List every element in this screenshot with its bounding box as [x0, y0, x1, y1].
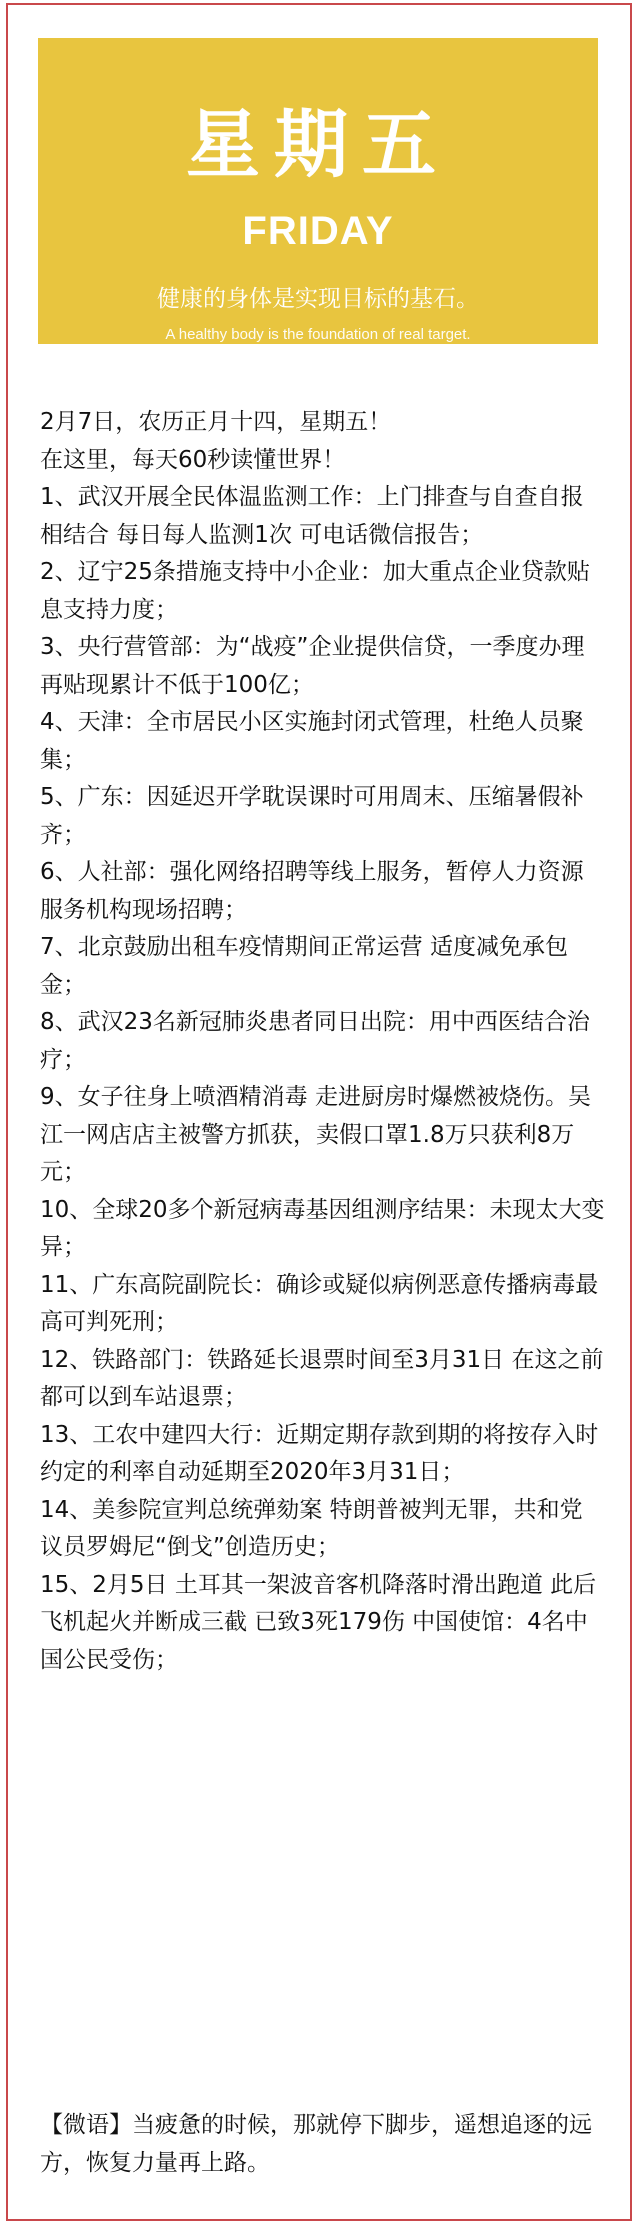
news-item: 5、广东：因延迟开学耽误课时可用周末、压缩暑假补齐； [40, 784, 584, 848]
news-item: 12、铁路部门：铁路延长退票时间至3月31日 在这之前都可以到车站退票； [40, 1346, 604, 1410]
news-item: 4、天津：全市居民小区实施封闭式管理，杜绝人员聚集； [40, 709, 584, 773]
news-item: 11、广东高院副院长：确诊或疑似病例恶意传播病毒最高可判死刑； [40, 1271, 599, 1335]
intro-date-line: 2月7日，农历正月十四，星期五！ [40, 409, 392, 435]
weekday-title-cn: 星期五 [186, 102, 450, 188]
news-item: 2、辽宁25条措施支持中小企业：加大重点企业贷款贴息支持力度； [40, 559, 590, 623]
news-item: 15、2月5日 土耳其一架波音客机降落时滑出跑道 此后飞机起火并断成三截 已致3死179伤 中国使馆：4名中国公民受伤； [40, 1571, 597, 1673]
motto-en: A healthy body is the foundation of real target. [165, 326, 471, 343]
motto-cn: 健康的身体是实现目标的基石。 [157, 286, 479, 312]
closing-quote: 【微语】当疲惫的时候，那就停下脚步，遥想追逐的远方，恢复力量再上路。 [40, 2112, 592, 2176]
news-item: 1、武汉开展全民体温监测工作：上门排查与自查自报相结合 每日每人监测1次 可电话微信报告； [40, 484, 584, 548]
news-item: 7、北京鼓励出租车疫情期间正常运营 适度减免承包金； [40, 934, 568, 998]
intro-tagline: 在这里，每天60秒读懂世界！ [40, 446, 346, 473]
news-content [40, 404, 605, 1679]
weekday-title-en: FRIDAY [242, 209, 394, 253]
news-item: 13、工农中建四大行：近期定期存款到期的将按存入时约定的利率自动延期至2020年3月31日； [40, 1421, 599, 1485]
news-item: 10、全球20多个新冠病毒基因组测序结果：未现太大变异； [40, 1196, 605, 1260]
header-banner [38, 38, 598, 344]
news-item: 6、人社部：强化网络招聘等线上服务，暂停人力资源服务机构现场招聘； [40, 859, 584, 923]
news-item: 3、央行营管部：为“战疫”企业提供信贷，一季度办理再贴现累计不低于100亿； [40, 634, 585, 698]
news-item: 14、美参院宣判总统弹劾案 特朗普被判无罪，共和党议员罗姆尼“倒戈”创造历史； [40, 1496, 583, 1560]
news-item: 9、女子往身上喷酒精消毒 走进厨房时爆燃被烧伤。吴江一网店店主被警方抓获，卖假口罩1.8万只获利8万元； [40, 1084, 591, 1185]
news-item: 8、武汉23名新冠肺炎患者同日出院：用中西医结合治疗； [40, 1009, 590, 1073]
